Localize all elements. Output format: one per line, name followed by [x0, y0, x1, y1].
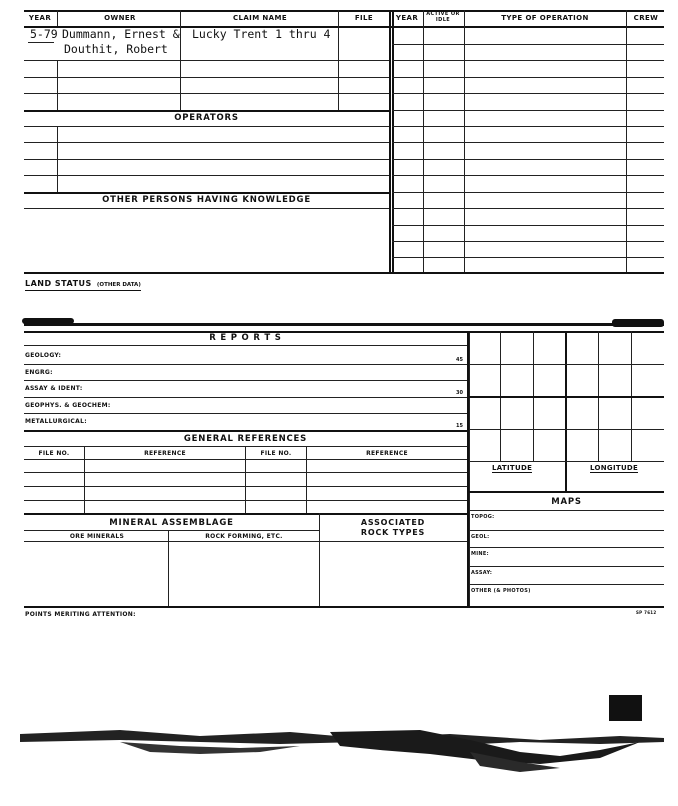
maps-assay: ASSAY: — [471, 570, 493, 576]
operators-label: OPERATORS — [174, 113, 239, 123]
header-active-or-idle: ACTIVE OR IDLE — [426, 11, 460, 23]
col-divider — [57, 60, 58, 110]
row-line — [392, 77, 664, 78]
row-line — [392, 126, 664, 127]
header-claim-name: CLAIM NAME — [232, 14, 288, 22]
mineral-assemblage-title: MINERAL ASSEMBLAGE — [109, 518, 234, 528]
maps-geol: GEOL: — [471, 534, 490, 540]
associated-rock-types-line1: ASSOCIATED — [360, 518, 426, 527]
header-year-2: YEAR — [395, 14, 419, 22]
grid-line — [469, 396, 664, 398]
general-references-title: GENERAL REFERENCES — [183, 434, 308, 444]
grid-line — [469, 429, 664, 430]
reports-title: R E P O R T S — [209, 333, 282, 343]
row-line — [392, 159, 664, 160]
land-status-heading — [25, 276, 141, 291]
row-line — [24, 60, 389, 61]
row-line — [392, 208, 664, 209]
row-line — [392, 110, 664, 111]
report-num-metallurgical: 15 — [456, 423, 463, 429]
latitude-label: LATITUDE — [492, 464, 533, 472]
grid-line — [469, 364, 664, 365]
col-divider — [306, 446, 307, 513]
col-divider — [626, 10, 627, 272]
entry-year-underline — [28, 42, 54, 43]
report-label-geology: GEOLOGY: — [25, 352, 62, 359]
row-line — [469, 566, 664, 567]
report-label-metallurgical: METALLURGICAL: — [25, 418, 87, 425]
report-label-geophys: GEOPHYS. & GEOCHEM: — [25, 402, 111, 409]
row-line — [469, 584, 664, 585]
land-status-label: LAND STATUS — [25, 279, 92, 288]
col-divider — [57, 10, 58, 26]
row-line — [469, 547, 664, 548]
associated-rock-types-line2: ROCK TYPES — [360, 528, 426, 537]
col-rock-forming: ROCK FORMING, ETC. — [205, 533, 283, 540]
row-line — [392, 175, 664, 176]
grid-line — [565, 331, 567, 491]
top-table-bottom-border — [24, 272, 664, 274]
row-line — [24, 530, 319, 531]
entry-owner-line2: Douthit, Robert — [64, 42, 168, 56]
row-line — [24, 192, 389, 194]
row-line — [24, 380, 467, 381]
points-top-border — [24, 606, 664, 608]
row-line — [24, 208, 389, 209]
header-year: YEAR — [28, 14, 52, 22]
row-line — [24, 142, 389, 143]
mid-band-line — [24, 323, 664, 326]
copy-smudge — [22, 318, 74, 324]
col-divider — [423, 10, 424, 272]
col-divider — [245, 446, 246, 513]
col-ore-minerals: ORE MINERALS — [69, 533, 125, 540]
row-line — [392, 93, 664, 94]
row-line — [24, 430, 467, 432]
entry-claim-name: Lucky Trent 1 thru 4 — [192, 27, 331, 41]
other-persons-label: OTHER PERSONS HAVING KNOWLEDGE — [102, 195, 311, 205]
row-line — [392, 225, 664, 226]
copy-smudge — [612, 319, 664, 327]
report-label-engrg: ENGRG: — [25, 369, 53, 376]
row-line — [24, 110, 389, 112]
row-line — [24, 126, 389, 127]
top-border — [24, 10, 664, 12]
row-line — [24, 413, 467, 414]
header-crew: CREW — [633, 14, 659, 22]
section-divider — [392, 10, 394, 272]
row-line — [24, 345, 467, 346]
coords-bottom — [469, 491, 664, 493]
section-divider — [389, 10, 391, 272]
col-reference: REFERENCE — [144, 450, 186, 457]
longitude-label: LONGITUDE — [590, 464, 639, 472]
form-code: SP 7612 — [636, 610, 657, 615]
col-divider — [84, 446, 85, 513]
col-file-no: FILE NO. — [260, 450, 292, 457]
row-line — [392, 241, 664, 242]
header-owner: OWNER — [104, 14, 136, 22]
row-line — [24, 175, 389, 176]
row-line — [469, 510, 664, 511]
col-divider — [168, 530, 169, 606]
row-line — [24, 397, 467, 398]
copy-smudge-band — [0, 712, 678, 792]
row-line — [392, 192, 664, 193]
col-file-no: FILE NO. — [38, 450, 70, 457]
maps-topog: TOPOG: — [471, 514, 495, 520]
row-line — [392, 44, 664, 45]
header-type-of-operation: TYPE OF OPERATION — [501, 14, 589, 22]
row-line — [24, 364, 467, 365]
report-label-assay: ASSAY & IDENT: — [25, 385, 83, 392]
row-line — [392, 142, 664, 143]
row-line — [392, 60, 664, 61]
header-file: FILE — [354, 14, 374, 22]
report-num-assay: 30 — [456, 390, 463, 396]
row-line — [24, 77, 389, 78]
row-line — [24, 159, 389, 160]
entry-year: 5-79 — [30, 27, 58, 41]
points-meriting-attention-label: POINTS MERITING ATTENTION: — [25, 611, 136, 618]
entry-owner-line1: Dummann, Ernest & — [62, 27, 180, 41]
col-divider — [464, 10, 465, 272]
row-line — [469, 530, 664, 531]
col-reference: REFERENCE — [366, 450, 408, 457]
maps-title: MAPS — [551, 497, 582, 507]
grid-line — [469, 461, 664, 462]
row-line — [24, 513, 467, 515]
report-num-geology: 45 — [456, 357, 463, 363]
col-divider — [319, 513, 320, 606]
row-line — [392, 257, 664, 258]
maps-other: OTHER (& PHOTOS) — [471, 588, 531, 594]
row-line — [24, 93, 389, 94]
maps-mine: MINE: — [471, 551, 489, 557]
land-status-sub: (OTHER DATA) — [96, 282, 141, 288]
row-line — [24, 541, 467, 542]
